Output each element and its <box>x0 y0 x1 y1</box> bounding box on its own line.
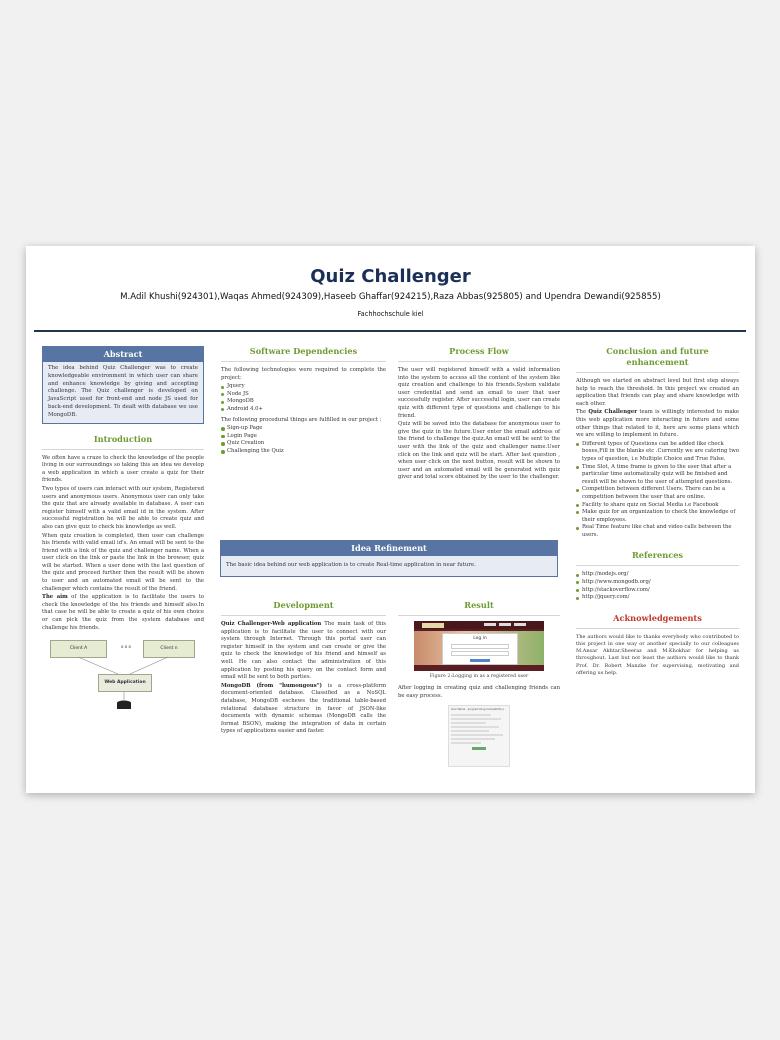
intro-aim-text: of the application is to facilitate the users to check the knowledge of the his friends and himself also.In that case he will be able to create a quiz of his own choice or can pick the quiz from the system database and challenge his friends. <box>42 594 205 631</box>
introduction-heading: Introduction <box>42 434 204 450</box>
quiz-screenshot-title: Quiz Name : programming CompetQ3(n) <box>451 708 504 712</box>
reference-item: http://nodejs.org/ <box>576 571 739 579</box>
conclusion-paragraph-2 <box>576 409 739 439</box>
poster <box>26 246 755 793</box>
future-item: Facility to share quiz on Social Media i.e Facebook <box>576 502 739 510</box>
intro-paragraph-1: We often have a craze to check the knowledge of the people living in our surroundings so taking this an idea we develop a web application in which a user create a quiz for their friends. <box>42 454 204 484</box>
technology-item: Jquery <box>221 383 386 391</box>
client-a-box: Client A <box>50 640 107 658</box>
idea-text: The basic idea behind our web application is to create Real-time application in near future. <box>220 556 558 577</box>
column-4 <box>576 346 739 677</box>
authors: M.Adil Khushi(924301),Waqas Ahmed(924309),Haseeb Ghaffar(924215),Raza Abbas(925805) and Upendra Dewandi(925855) <box>120 292 661 302</box>
client-n-box: Client n <box>143 640 195 658</box>
references-heading: References <box>576 550 739 566</box>
login-panel <box>442 633 518 665</box>
process-text <box>398 367 560 482</box>
development-bold-2: MongoDB (from "humongous") <box>221 682 322 689</box>
conclusion-heading: Conclusion and future enhancement <box>576 346 739 373</box>
development-paragraph-1 <box>221 621 386 682</box>
development-bold-1: Quiz Challenger-Web application <box>221 621 322 627</box>
future-item: Different types of Questions can be added like check boxes,Fill in the blanks etc .Currently we are catering two types of question, i.e Multiple Choice and True False. <box>576 441 739 464</box>
development-text <box>221 621 386 736</box>
software-intro: The following technologies were required to complete the project: <box>221 367 386 381</box>
reference-item: http://jquery.com/ <box>576 594 739 602</box>
column-1 <box>42 346 204 710</box>
conclusion-paragraph-1: Although we started on abstract level but first step always help to reach the threshold. In this project we created an application that friends can play and share knowledge with each other. <box>576 378 739 407</box>
future-item: Time Slot, A time frame is given to the user that after a particular time automatically quiz will be finished and result will be shown to the user of attempted questions. <box>576 464 739 487</box>
software-heading: Software Dependencies <box>221 346 386 362</box>
process-paragraph-1: The user will registered himself with a valid information into the system to access all the content of the system like quiz creation and challenge to his friends.System validate user credential and send an email to user that user successfully register. After successful login, user can create quiz with different type of questions and challenge to his friend. <box>398 367 560 419</box>
development-paragraph-2 <box>221 683 386 736</box>
technology-item: Node JS <box>221 391 386 399</box>
future-item: Competition between different Users. There can be a competition between the user that are online. <box>576 486 739 501</box>
procedural-item: Sign-up Page <box>221 425 386 433</box>
future-enhancement-list <box>576 441 739 540</box>
intro-aim-bold: The aim <box>42 594 68 601</box>
procedural-item: Challenging the Quiz <box>221 448 386 456</box>
software-intro-2: The following procedural things are fulfilled in our project : <box>221 416 382 423</box>
technology-item: Android 4.0+ <box>221 406 386 414</box>
reference-item: http://www.mongodb.org/ <box>576 579 739 587</box>
column-3 <box>398 346 560 483</box>
references-list <box>576 571 739 601</box>
development-heading: Development <box>221 600 386 616</box>
intro-paragraph-4 <box>42 594 204 632</box>
quiz-screenshot <box>448 705 510 767</box>
acknowledgements-heading: Acknowledgements <box>576 613 739 629</box>
conclusion-p2-bold: Quiz Challenger <box>588 409 638 416</box>
process-heading: Process Flow <box>398 346 560 362</box>
future-item: Real Time feature like chat and video calls between the users. <box>576 524 739 539</box>
abstract-heading: Abstract <box>42 346 204 362</box>
development-section <box>221 600 386 737</box>
conclusion-p2-pre: The <box>576 409 589 416</box>
idea-heading: Idea Refinement <box>220 540 558 556</box>
abstract-text: The idea behind Quiz Challenger was to create knowledgeable environment in which user can share and enhance knowledge by giving and accepting challenge. The Quiz challenger is developed on JavaScript used for front-end and node JS used for back-end development. To dealt with database we use MongoDB. <box>42 362 204 424</box>
development-span-2: is a cross-platform document-oriented database. Classified as a NoSQL database, MongoDB eschews the traditional table-based relational database structure in favor of JSON-like documents with dynamic schemas (MongoDB calls the format BSON), making the integration of data in certain types of applications easier and faster. <box>221 682 386 735</box>
web-application-box: Web Application <box>98 674 152 692</box>
conclusion-p2-text: team is willingly interested to make this web application more interacting in future and some other things that related to it, here are some plans which we are willing to implement in future. <box>576 409 739 439</box>
procedural-list <box>221 425 386 455</box>
login-panel-title: Log in <box>473 636 487 641</box>
future-item: Make quiz for an organization to check the knowledge of their employees. <box>576 509 739 524</box>
column-2 <box>221 346 386 459</box>
result-text: After logging in creating quiz and challenging friends can be easy process. <box>398 685 560 699</box>
intro-paragraph-2: Two types of users can interact with our system, Registered users and anonymous users. Anonymous user can only take the quiz that are already available in database. A user can register himself with a valid email id in the system. After successful registration he will be able to create quiz and also can give quiz to check his knowledge as well. <box>42 485 204 530</box>
header-rule <box>34 330 746 332</box>
intro-paragraph-3: When quiz creation is completed, then user can challenge his friends with valid email id's. An email will be sent to the friend with a link of the quiz and challenger name. When a user click on the link or paste the link in the browser, quiz will be started. When a user done with the last question of the quiz and proceed further then the result will be shown to user and an automated email will be sent to the challenger which contains the result of the friend. <box>42 532 204 592</box>
idea-box <box>220 540 558 577</box>
procedural-item: Login Page <box>221 433 386 441</box>
conclusion-text <box>576 378 739 440</box>
result-caption: Figure 2:Logging in as a registered user <box>429 674 529 679</box>
affiliation: Fachhochschule kiel <box>357 310 424 318</box>
procedural-item: Quiz Creation <box>221 440 386 448</box>
poster-title: Quiz Challenger <box>310 266 471 287</box>
login-screenshot <box>414 621 544 671</box>
diagram-dots: o o o <box>121 644 131 650</box>
reference-item: http://stackoverflow.com/ <box>576 587 739 595</box>
process-paragraph-2: Quiz will be saved into the database for anonymous user to give the quiz in the future.User enter the email address of the friend to challenge the quiz.An email will be sent to the user with the link of the quiz and challenger name.User click on the link and quiz will be start. After last question , when user click on the next button, result will be shown to user and an automated email will be generated with quiz giver and total score obtained by the user to the challenger. <box>398 421 560 481</box>
architecture-diagram <box>48 640 198 710</box>
technology-item: MongoDB <box>221 398 386 406</box>
introduction-text <box>42 455 204 633</box>
result-heading: Result <box>398 600 560 616</box>
technology-list <box>221 383 386 413</box>
result-section <box>398 600 560 767</box>
acknowledgements-text: The authors would like to thanks everybody who contributed to this project in one way or another specially to our colleagues M.Ansar Akhtar,Sheeraz and M.Khokhar for helping us throughout. Last but not least the authors would like to thank Prof. Dr. Robert Manzke for supervising, motivating and offering us help. <box>576 633 739 676</box>
abstract-box <box>42 346 204 424</box>
development-span-1: The main task of this application is to facilitate the user to connect with our system through Internet. Through this portal user can register himself in the system and can create or give the quiz to check the knowledge of his friend and himself as well. He can also contact the administration of this application by posting his query on the contact form and email will be sent to both parties. <box>221 621 386 681</box>
